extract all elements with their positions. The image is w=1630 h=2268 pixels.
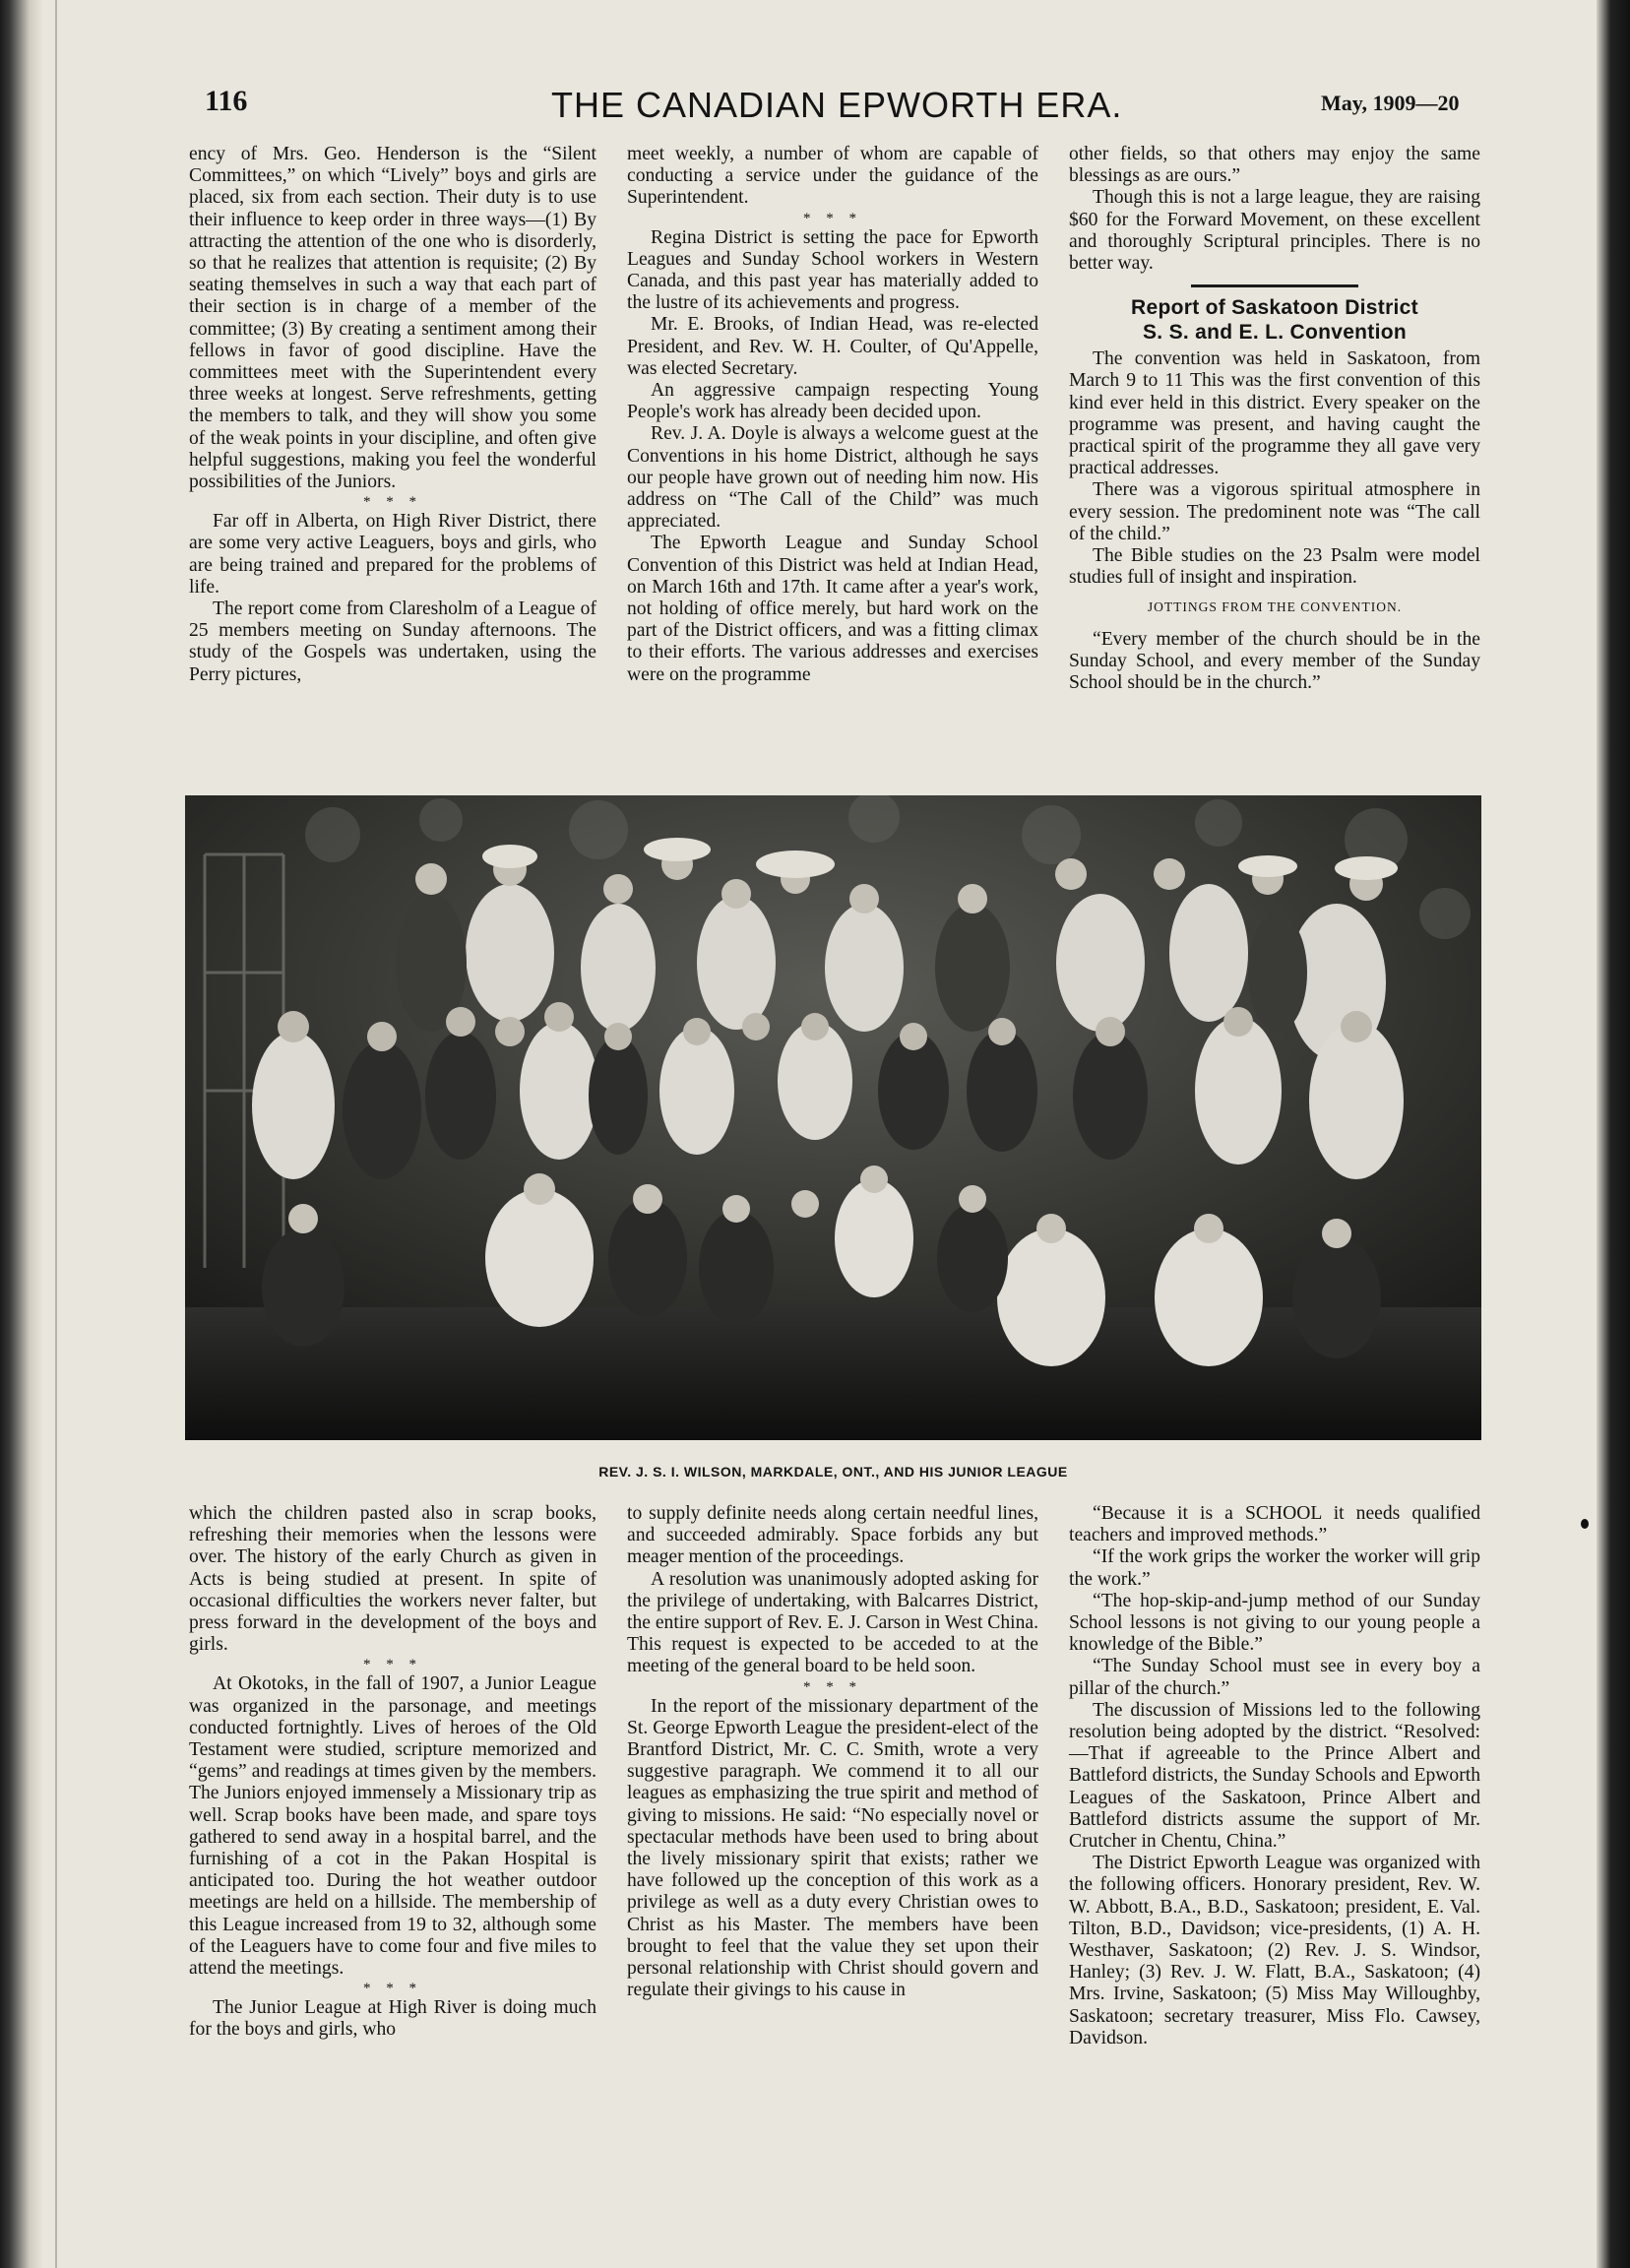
paragraph: At Okotoks, in the fall of 1907, a Junior League was organized in the parsonage, and meetings conducted fortnightly. Lives of heroes of the Old Testament were studied, scripture memorized and “gems” and readings at times given by the members. The Juniors enjoyed immensely a Missionary trip as well. Scrap books have been made, and spare toys gathered to send away in a hospital barrel, and the furnishing of a cot in the Pakan Hospital is anticipated too. During the hot weather outdoor meetings are held on a hillside. The membership of this League increased from 19 to 32, although some of the Leaguers have to come four and five miles to attend the meetings. (189, 1673, 596, 1980)
paragraph: There was a vigorous spiritual atmosphere in every session. The predominent note was “The call of the child.” (1069, 479, 1480, 544)
paragraph: The Junior League at High River is doing much for the boys and girls, who (189, 1997, 596, 2041)
scan-edge-right (1597, 0, 1630, 2268)
paragraph: which the children pasted also in scrap books, refreshing their memories when the lessons were over. The history of the early Church as given in Acts is being studied at present. In spite of occasional difficulties the workers never falter, but press forward in the development of the boys and girls. (189, 1503, 596, 1656)
report-title-line-2: S. S. and E. L. Convention (1143, 321, 1407, 345)
report-title (1069, 295, 1480, 345)
binding-gutter (55, 0, 57, 2268)
paragraph: The report come from Claresholm of a League of 25 members meeting on Sunday afternoons. The study of the Gospels was undertaken, using the Perry pictures, (189, 598, 596, 685)
issue-date: May, 1909—20 (1321, 91, 1460, 115)
paragraph: other fields, so that others may enjoy the same blessings as are ours.” (1069, 144, 1480, 187)
page-number: 116 (205, 85, 248, 117)
scan-edge-left (0, 0, 43, 2268)
section-separator: * * * (363, 1981, 422, 1997)
group-photo-image (185, 795, 1481, 1440)
jottings-subheading: JOTTINGS FROM THE CONVENTION. (1147, 599, 1403, 615)
section-separator: * * * (363, 494, 422, 511)
group-photograph (185, 795, 1481, 1440)
report-title-line-1: Report of Saskatoon District (1131, 296, 1418, 320)
paragraph: The discussion of Missions led to the following resolution being adopted by the district. “Resolved:—That if agreeable to the Prince Albert and Battleford districts, the Sunday Schools and Epworth Leagues of the Saskatoon, Prince Albert and Battleford districts assume the support of Mr. Crutcher in Chentu, China.” (1069, 1699, 1480, 1853)
paragraph: “Because it is a SCHOOL it needs qualified teachers and improved methods.” (1069, 1503, 1480, 1546)
paragraph: The Bible studies on the 23 Psalm were model studies full of insight and inspiration. (1069, 545, 1480, 589)
paragraph: An aggressive campaign respecting Young People's work has already been decided upon. (627, 380, 1038, 423)
paragraph: ency of Mrs. Geo. Henderson is the “Silent Committees,” on which “Lively” boys and girls are placed, six from each section. Their duty is to use their influence to keep order in three ways—(1) By attracting the attention of the one who is disorderly, so that he realizes that attention is requisite; (2) By seating themselves in such a way that each part of their section is in charge of a member of the committee; (3) By creating a sentiment among their fellows in favor of good discipline. Have the committees meet with the Superintendent every three weeks at longest. Serve refreshments, getting the members to talk, and they will show you some of the weak points in your discipline, and often give helpful suggestions, making you feel the wonderful possibilities of the Juniors. (189, 144, 596, 493)
bottom-column-1 (189, 1503, 596, 2042)
top-column-1 (189, 144, 596, 686)
section-separator: * * * (803, 1678, 862, 1695)
photo-caption: REV. J. S. I. WILSON, MARKDALE, ONT., AND HIS JUNIOR LEAGUE (598, 1464, 1068, 1480)
paragraph: to supply definite needs along certain needful lines, and succeeded admirably. Space forbids any but meager mention of the proceedings. (627, 1503, 1038, 1568)
paragraph: The District Epworth League was organized with the following officers. Honorary president, Rev. W. W. Abbott, B.A., B.D., Saskatoon; president, E. Val. Tilton, B.D., Davidson; vice-presidents, (1) A. H. Westhaver, Saskatoon; (2) Rev. J. S. Windsor, Hanley; (3) Rev. J. W. Flatt, B.A., Saskatoon; (4) Mrs. Irvine, Saskatoon; (5) Miss May Willoughby, Saskatoon; secretary treasurer, Miss Flo. Cawsey, Davidson. (1069, 1853, 1480, 2048)
paragraph: “The Sunday School must see in every boy a pillar of the church.” (1069, 1656, 1480, 1699)
top-column-3 (1069, 144, 1480, 694)
paragraph: Regina District is setting the pace for Epworth Leagues and Sunday School workers in Western Canada, and this past year has materially added to the lustre of its achievements and progress. (627, 226, 1038, 314)
paragraph: In the report of the missionary department of the St. George Epworth League the president-elect of the Brantford District, Mr. C. C. Smith, wrote a very suggestive paragraph. We commend it to all our leagues as emphasizing the true spirit and method of giving to missions. He said: “No especially novel or spectacular methods have been used to bring about the lively missionary spirit that exists; rather we have followed up the conception of this work as a privilege as well as a duty every Christian owes to Christ as his Master. The members have been brought to feel that the value they set upon their personal relationship with Christ should govern and regulate their givings to his cause in (627, 1695, 1038, 2001)
paragraph: The convention was held in Saskatoon, from March 9 to 11 This was the first convention of this kind ever held in this district. Every speaker on the programme was present, and having caught the practical spirit of the programme they all gave very practical addresses. (1069, 348, 1480, 479)
bottom-column-3 (1069, 1503, 1480, 2049)
bottom-column-2 (627, 1503, 1038, 2001)
paragraph: “Every member of the church should be in the Sunday School, and every member of the Sunday School should be in the church.” (1069, 628, 1480, 694)
section-separator: * * * (803, 210, 862, 226)
paragraph: Far off in Alberta, on High River District, there are some very active Leaguers, boys and girls, who are being trained and prepared for the problems of life. (189, 511, 596, 598)
margin-mark (1581, 1519, 1589, 1529)
paragraph: meet weekly, a number of whom are capable of conducting a service under the guidance of the Superintendent. (627, 144, 1038, 209)
paragraph: Though this is not a large league, they are raising $60 for the Forward Movement, on these excellent and thoroughly Scriptural principles. There is no better way. (1069, 187, 1480, 275)
paragraph: “The hop-skip-and-jump method of our Sunday School lessons is not giving to our young people a knowledge of the Bible.” (1069, 1590, 1480, 1656)
paragraph: Rev. J. A. Doyle is always a welcome guest at the Conventions in his home District, although he says our people have grown out of needing him now. His address on “The Call of the Child” was much appreciated. (627, 423, 1038, 533)
paragraph: The Epworth League and Sunday School Convention of this District was held at Indian Head, on March 16th and 17th. It came after a year's work, not holding of office merely, but hard work on the part of the District officers, and was a fitting climax to their efforts. The various addresses and exercises were on the programme (627, 533, 1038, 685)
section-separator: * * * (363, 1657, 422, 1673)
paragraph: Mr. E. Brooks, of Indian Head, was re-elected President, and Rev. W. H. Coulter, of Qu'Appelle, was elected Secretary. (627, 314, 1038, 379)
paragraph: “If the work grips the worker the worker will grip the work.” (1069, 1546, 1480, 1590)
masthead-title: THE CANADIAN EPWORTH ERA. (551, 85, 1123, 125)
paragraph: A resolution was unanimously adopted asking for the privilege of undertaking, with Balcarres District, the entire support of Rev. E. J. Carson in West China. This request is expected to be acceded to at the meeting of the general board to be held soon. (627, 1568, 1038, 1677)
section-rule (1191, 284, 1358, 287)
top-column-2 (627, 144, 1038, 686)
